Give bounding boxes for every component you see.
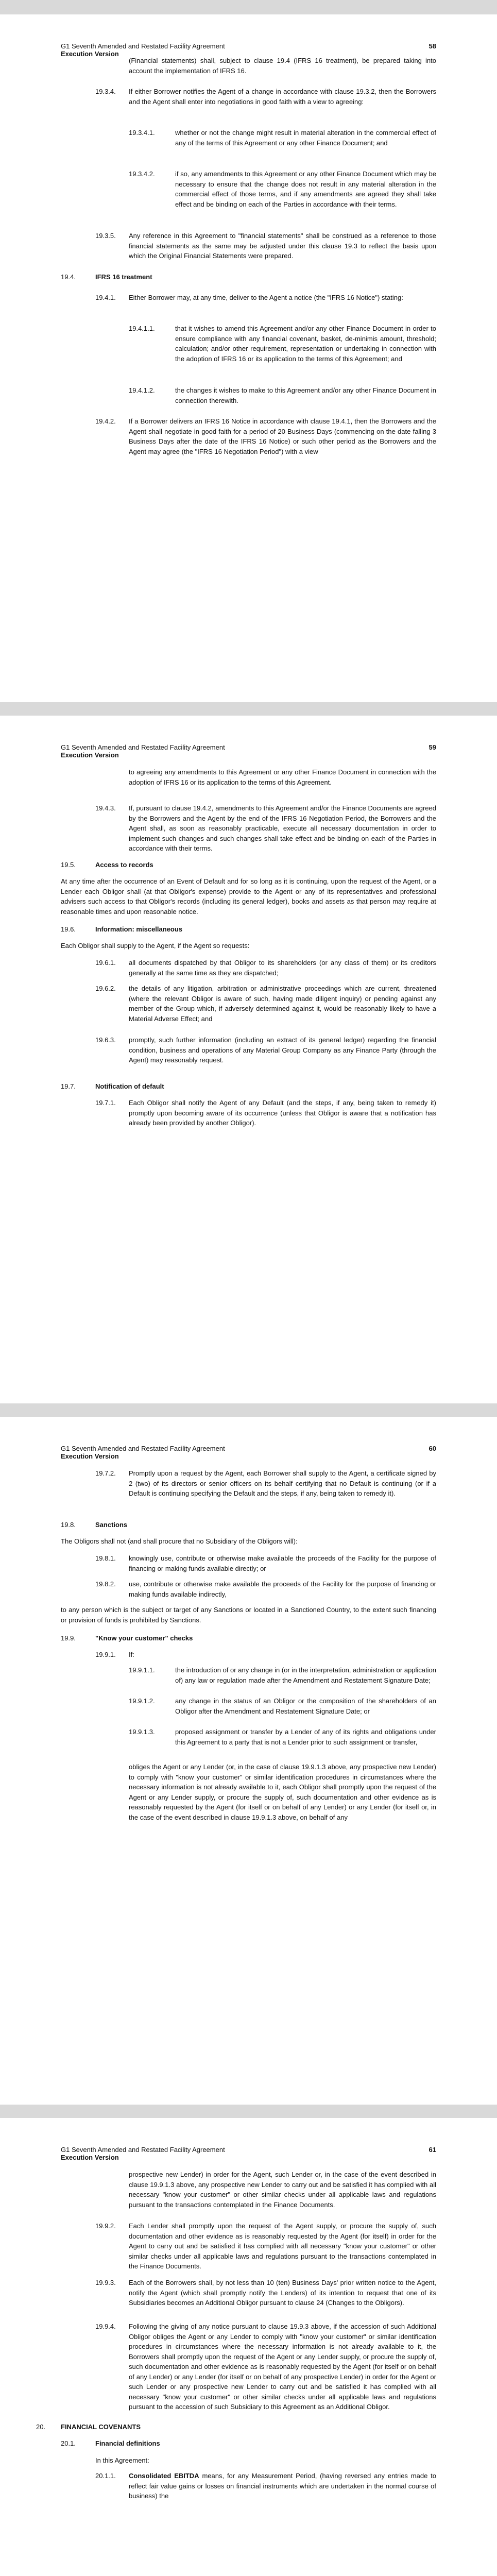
document-page (0, 2118, 497, 2576)
clause-number: 19.4.2. (95, 417, 116, 425)
page-number: 59 (429, 743, 436, 751)
clause-number: 19.7.2. (95, 1469, 116, 1477)
page-number: 58 (429, 42, 436, 50)
clause-text: use, contribute or otherwise make available the proceeds of the Facility for the purpose of financing or making funds available indirectly, (129, 1580, 436, 1598)
page-number: 60 (429, 1445, 436, 1452)
clause-number: 19.3.4. (95, 88, 116, 95)
paragraph: obliges the Agent or any Lender (or, in the case of clause 19.9.1.3 above, any prospective new Lender) to comply with "know your customer" or similar identification procedures in circumstances where the necessary information is not already available to it, each Obligor shall promptly upon the request of the Agent or any Lender supply, or procure the supply of, such documentation and other evidence as is reasonably requested by the Agent (for itself or on behalf of any Lender) or any Lender (for itself or, in the case of the event described in clause 19.9.1.3 above, on behalf of any (129, 1763, 436, 1821)
document-page (0, 14, 497, 702)
subclause-text: that it wishes to amend this Agreement and/or any other Finance Document in order to ensure compliance with any financial covenant, basket, de-minimis amount, threshold; calculation; and/or other requirement, representation or undertaking in connection with the adoption of IFRS 16 or its application to the terms of this Agreement; and (175, 325, 436, 363)
subclause-number: 19.9.1.1. (129, 1666, 155, 1674)
clause-number: 19.9.2. (95, 2222, 116, 2230)
clause-text: knowingly use, contribute or otherwise make available the proceeds of the Facility for the purpose of financing or making funds available directly; or (129, 1554, 436, 1572)
running-header-title: G1 Seventh Amended and Restated Facility Agreement (61, 743, 225, 751)
section-number: 20.1. (61, 2439, 76, 2447)
clause-text: Following the giving of any notice pursuant to clause 19.9.3 above, if the accession of such Additional Obligor obliges the Agent or any Lender to comply with "know your customer" or similar identification procedures in circumstances where the necessary information is not already available to it, the Borrowers shall promptly upon the request of the Agent or any Lender supply, or procure the supply of, such documentation and other evidence as is reasonably requested by the Agent (for itself or on behalf of any Lender) or any Lender (for itself or on behalf of any prospective Lender) in order for the Agent or such Lender or any prospective new Lender to carry out and be satisfied it has complied with all necessary "know your customer" or other similar checks under all applicable laws and regulations pursuant to the accession of such Subsidiary to this Agreement as an Additional Obligor. (129, 2323, 436, 2411)
clause-number: 19.3.5. (95, 232, 116, 240)
document-page (0, 716, 497, 1403)
clause-number: 19.9.1. (95, 1651, 116, 1658)
clause-text: If either Borrower notifies the Agent of a change in accordance with clause 19.3.2, then the Borrowers and the Agent shall enter into negotiations in good faith with a view to agreeing: (129, 88, 436, 106)
clause-text: If a Borrower delivers an IFRS 16 Notice in accordance with clause 19.4.1, then the Borrowers and the Agent shall negotiate in good faith for a period of 20 Business Days (commencing on the date falling 3 Business Days after the date of the IFRS 16 Notice) or such other period as the Borrowers and the Agent may agree (the "IFRS 16 Negotiation Period") with a view (129, 417, 436, 455)
clause-number: 19.6.3. (95, 1036, 116, 1044)
section-heading: Notification of default (95, 1082, 164, 1090)
subclause-text: the changes it wishes to make to this Agreement and/or any other Finance Document in connection therewith. (175, 386, 436, 404)
subclause-text: proposed assignment or transfer by a Lender of any of its rights and obligations under this Agreement to a party that is not a Lender prior to such assignment or transfer, (175, 1728, 436, 1746)
document-page (0, 1417, 497, 2105)
paragraph: (Financial statements) shall, subject to clause 19.4 (IFRS 16 treatment), be prepared taking into account the implementation of IFRS 16. (129, 57, 436, 75)
clause-number: 20.1.1. (95, 2472, 116, 2480)
clause-text: the details of any litigation, arbitration or administrative proceedings which are current, threatened (where the relevant Obligor is aware of such, having made diligent inquiry) or pending against any member of the Group which, if adversely determined against it, would be reasonably likely to have a Material Adverse Effect; and (129, 985, 436, 1023)
clause-number: 19.7.1. (95, 1099, 116, 1107)
clause-text: Promptly upon a request by the Agent, each Borrower shall supply to the Agent, a certificate signed by 2 (two) of its directors or senior officers on its behalf certifying that no Default is continuing (or if a Default is continuing specifying the Default and the steps, if any, being taken to remedy it). (129, 1469, 436, 1497)
clause-text: Each of the Borrowers shall, by not less than 10 (ten) Business Days' prior written notice to the Agent, notify the Agent (which shall promptly notify the Lenders) of its intention to request that one of its Subsidiaries becomes an Additional Obligor pursuant to clause 24 (Changes to the Obligors). (129, 2279, 436, 2307)
section-number: 19.4. (61, 273, 76, 281)
subclause-number: 19.9.1.2. (129, 1697, 155, 1705)
defined-term: Consolidated EBITDA (129, 2472, 199, 2480)
clause-text: all documents dispatched by that Obligor to its shareholders (or any class of them) or its creditors generally at the same time as they are dispatched; (129, 959, 436, 977)
running-header-title: G1 Seventh Amended and Restated Facility Agreement (61, 2146, 225, 2154)
running-header-subtitle: Execution Version (61, 1452, 119, 1460)
section-number: 19.9. (61, 1634, 76, 1642)
clause-number: 19.6.1. (95, 959, 116, 967)
paragraph: to any person which is the subject or target of any Sanctions or located in a Sanctioned Country, to the extent such financing or provision of funds is prohibited by Sanctions. (61, 1606, 436, 1624)
subclause-number: 19.9.1.3. (129, 1728, 155, 1736)
running-header-subtitle: Execution Version (61, 2154, 119, 2161)
subclause-text: any change in the status of an Obligor or the composition of the shareholders of an Obligor after the Amendment and Restatement Signature Date; or (175, 1697, 436, 1715)
running-header-subtitle: Execution Version (61, 751, 119, 759)
clause-text: promptly, such further information (including an extract of its general ledger) regarding the financial condition, business and operations of any Material Group Company as any Finance Party (through the Agent) may reasonably request. (129, 1036, 436, 1064)
running-header-subtitle: Execution Version (61, 50, 119, 58)
section-heading: Financial definitions (95, 2439, 160, 2447)
clause-text: Any reference in this Agreement to "financial statements" shall be construed as a reference to those financial statements as the same may be adjusted under this clause 19.3 to reflect the basis upon which the Original Financial Statements were prepared. (129, 232, 436, 260)
page-number: 61 (429, 2146, 436, 2154)
section-heading: Access to records (95, 861, 153, 869)
clause-text: Each Lender shall promptly upon the request of the Agent supply, or procure the supply of, such documentation and other evidence as is reasonably requested by the Agent (for itself) in order for the Agent to carry out and be satisfied it has complied with all necessary "know your customer" or other similar checks under all applicable laws and regulations pursuant to the transactions contemplated in the Finance Documents. (129, 2222, 436, 2270)
subclause-text: if so, any amendments to this Agreement or any other Finance Document which may be necessary to ensure that the change does not result in any material alteration in the commercial effect of those terms, and if any amendments are agreed they shall take effect and be binding on each of the Parties in accordance with their terms. (175, 170, 436, 208)
running-header-title: G1 Seventh Amended and Restated Facility Agreement (61, 42, 225, 50)
section-number: 19.6. (61, 925, 76, 933)
paragraph: In this Agreement: (95, 2456, 149, 2464)
clause-number: 19.4.1. (95, 294, 116, 301)
clause-text: If, pursuant to clause 19.4.2, amendments to this Agreement and/or the Finance Documents are agreed by the Borrowers and the Agent by the end of the IFRS 16 Negotiation Period, the Borrowers and the Agent shall, as soon as reasonably practicable, execute all necessary documentation in order to implement such changes and such changes shall take effect and be binding on each of the Parties in accordance with their terms. (129, 804, 436, 852)
section-number: 19.7. (61, 1082, 76, 1090)
section-number: 19.5. (61, 861, 76, 869)
subclause-number: 19.3.4.1. (129, 129, 155, 137)
section-heading: Information: miscellaneous (95, 925, 183, 933)
subclause-text: the introduction of or any change in (or in the interpretation, administration or application of) any law or regulation made after the Amendment and Restatement Signature Date; (175, 1666, 436, 1684)
clause-number: 19.8.2. (95, 1580, 116, 1588)
paragraph: The Obligors shall not (and shall procure that no Subsidiary of the Obligors will): (61, 1537, 298, 1545)
paragraph: to agreeing any amendments to this Agreement or any other Finance Document in connection with the adoption of IFRS 16 or its application to the terms of this Agreement. (129, 768, 436, 786)
subclause-number: 19.4.1.2. (129, 386, 155, 394)
clause-text: If: (129, 1651, 134, 1658)
definition-text: means, for any Measurement Period, (having reversed any entries made to reflect fair value gains or losses on financial instruments which are undertaken in the normal course of business) the (129, 2472, 436, 2500)
clause-text (129, 2471, 436, 2501)
paragraph: Each Obligor shall supply to the Agent, if the Agent so requests: (61, 942, 250, 950)
clause-number: 19.6.2. (95, 985, 116, 992)
clause-number: 19.8.1. (95, 1554, 116, 1562)
subclause-number: 19.3.4.2. (129, 170, 155, 178)
clause-number: 19.9.4. (95, 2323, 116, 2330)
clause-text: Either Borrower may, at any time, deliver to the Agent a notice (the "IFRS 16 Notice") stating: (129, 294, 403, 301)
section-number: 20. (36, 2423, 46, 2431)
section-heading: FINANCIAL COVENANTS (61, 2423, 141, 2431)
section-number: 19.8. (61, 1521, 76, 1529)
paragraph: prospective new Lender) in order for the Agent, such Lender or, in the case of the event described in clause 19.9.1.3 above, any prospective new Lender to carry out and be satisfied it has complied with all necessary "know your customer" or other similar checks under all applicable laws and regulations pursuant to the transactions contemplated in the Finance Documents. (129, 2171, 436, 2209)
section-heading: Sanctions (95, 1521, 128, 1529)
running-header-title: G1 Seventh Amended and Restated Facility Agreement (61, 1445, 225, 1452)
subclause-number: 19.4.1.1. (129, 325, 155, 332)
clause-number: 19.4.3. (95, 804, 116, 812)
clause-text: Each Obligor shall notify the Agent of any Default (and the steps, if any, being taken to remedy it) promptly upon becoming aware of its occurrence (unless that Obligor is aware that a notification has already been provided by another Obligor). (129, 1099, 436, 1127)
clause-number: 19.9.3. (95, 2279, 116, 2286)
subclause-text: whether or not the change might result in material alteration in the commercial effect of any of the terms of this Agreement or any other Finance Document; and (175, 129, 436, 147)
section-heading: "Know your customer" checks (95, 1634, 193, 1642)
paragraph: At any time after the occurrence of an Event of Default and for so long as it is continuing, upon the request of the Agent, or a Lender each Obligor shall (at that Obligor's expense) provide to the Agent or any of its representatives and professional advisers such access to that Obligor's records (including its general ledger), books and assets as that person may require at reasonable times and upon reasonable notice. (61, 877, 436, 916)
section-heading: IFRS 16 treatment (95, 273, 152, 281)
